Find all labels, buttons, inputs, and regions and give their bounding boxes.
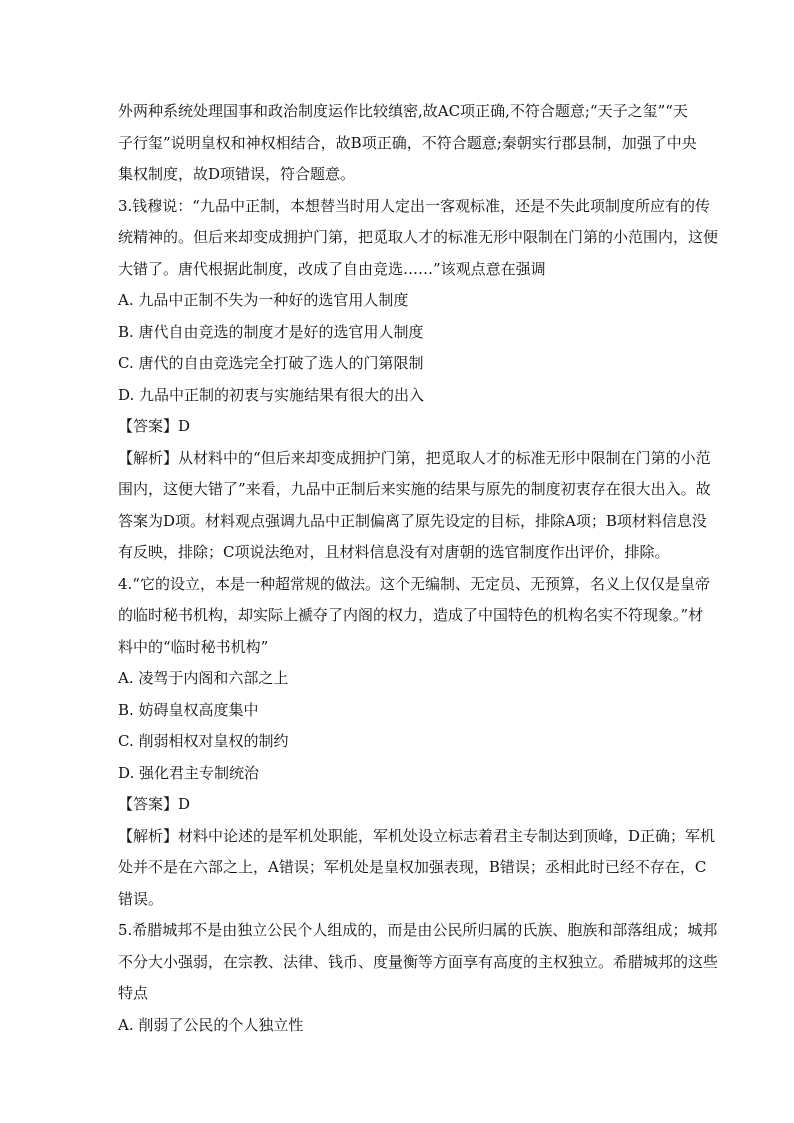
answer-option: B. 妨碍皇权高度集中 bbox=[118, 700, 259, 719]
answer-option: C. 唐代的自由竞选完全打破了选人的门第限制 bbox=[118, 354, 424, 372]
text-line: 料中的“临时秘书机构” bbox=[118, 637, 269, 656]
answer-option: D. 九品中正制的初衷与实施结果有很大的出入 bbox=[118, 385, 425, 404]
answer-key: 【答案】D bbox=[118, 795, 191, 813]
text-line: 大错了。唐代根据此制度，改成了自由竞选……”该观点意在强调 bbox=[118, 259, 546, 278]
text-line: 答案为D项。材料观点强调九品中正制偏离了原先设定的目标，排除A项；B项材料信息没 bbox=[118, 511, 707, 530]
answer-option: B. 唐代自由竞选的制度才是好的选官用人制度 bbox=[118, 322, 424, 341]
text-line: 子行玺”说明皇权和神权相结合，故B项正确，不符合题意;秦朝实行郡县制，加强了中央 bbox=[118, 133, 697, 152]
text-line: 处并不是在六部之上，A错误；军机处是皇权加强表现，B错误；丞相此时已经不存在，C bbox=[118, 858, 707, 876]
text-line: 的临时秘书机构，却实际上褫夺了内阁的权力，造成了中国特色的机构名实不符现象。”材 bbox=[118, 606, 704, 624]
text-line: 3.钱穆说：“九品中正制，本想替当时用人定出一客观标准，还是不失此项制度所应有的传 bbox=[118, 196, 710, 215]
text-line: 5.希腊城邦不是由独立公民个人组成的，而是由公民所归属的氏族、胞族和部落组成；城邦 bbox=[118, 921, 718, 939]
text-line: 围内，这便大错了”来看，九品中正制后来实施的结果与原先的制度初衷存在很大出入。故 bbox=[118, 480, 711, 498]
answer-option: D. 强化君主专制统治 bbox=[118, 763, 260, 782]
answer-option: A. 削弱了公民的个人独立性 bbox=[118, 1015, 304, 1034]
paragraph bbox=[118, 96, 697, 191]
text-line: 统精神的。但后来却变成拥护门第，把觅取人才的标准无形中限制在门第的小范围内，这便 bbox=[118, 228, 719, 246]
text-line: 错误。 bbox=[118, 889, 164, 908]
text-line: 【解析】材料中论述的是军机处职能，军机处设立标志着君主专制达到顶峰，D正确；军机 bbox=[118, 826, 716, 845]
paragraph bbox=[118, 191, 719, 286]
answer-key: 【答案】D bbox=[118, 417, 191, 435]
text-line: 集权制度，故D项错误，符合题意。 bbox=[118, 165, 356, 183]
text-line: 外两种系统处理国事和政治制度运作比较缜密,故AC项正确,不符合题意;“天子之玺”“天 bbox=[118, 102, 688, 120]
text-line: 【解析】从材料中的“但后来却变成拥护门第，把觅取人才的标准无形中限制在门第的小范 bbox=[118, 448, 711, 467]
text-line: 4.“它的设立，本是一种超常规的做法。这个无编制、无定员、无预算，名义上仅仅是皇帝 bbox=[118, 574, 710, 593]
text-line: 有反映，排除；C项说法绝对，且材料信息没有对唐朝的选官制度作出评价，排除。 bbox=[118, 543, 670, 561]
paragraph bbox=[118, 915, 719, 1010]
document-body bbox=[118, 96, 719, 1041]
answer-option: A. 九品中正制不失为一种好的选官用人制度 bbox=[118, 291, 409, 309]
text-line: 不分大小强弱，在宗教、法律、钱币、度量衡等方面享有高度的主权独立。希腊城邦的这些 bbox=[118, 952, 719, 971]
answer-option: C. 削弱相权对皇权的制约 bbox=[118, 732, 289, 750]
text-line: 特点 bbox=[118, 984, 149, 1002]
paragraph bbox=[118, 569, 710, 664]
paragraph bbox=[118, 443, 711, 569]
paragraph bbox=[118, 821, 716, 916]
answer-option: A. 凌驾于内阁和六部之上 bbox=[118, 669, 289, 687]
